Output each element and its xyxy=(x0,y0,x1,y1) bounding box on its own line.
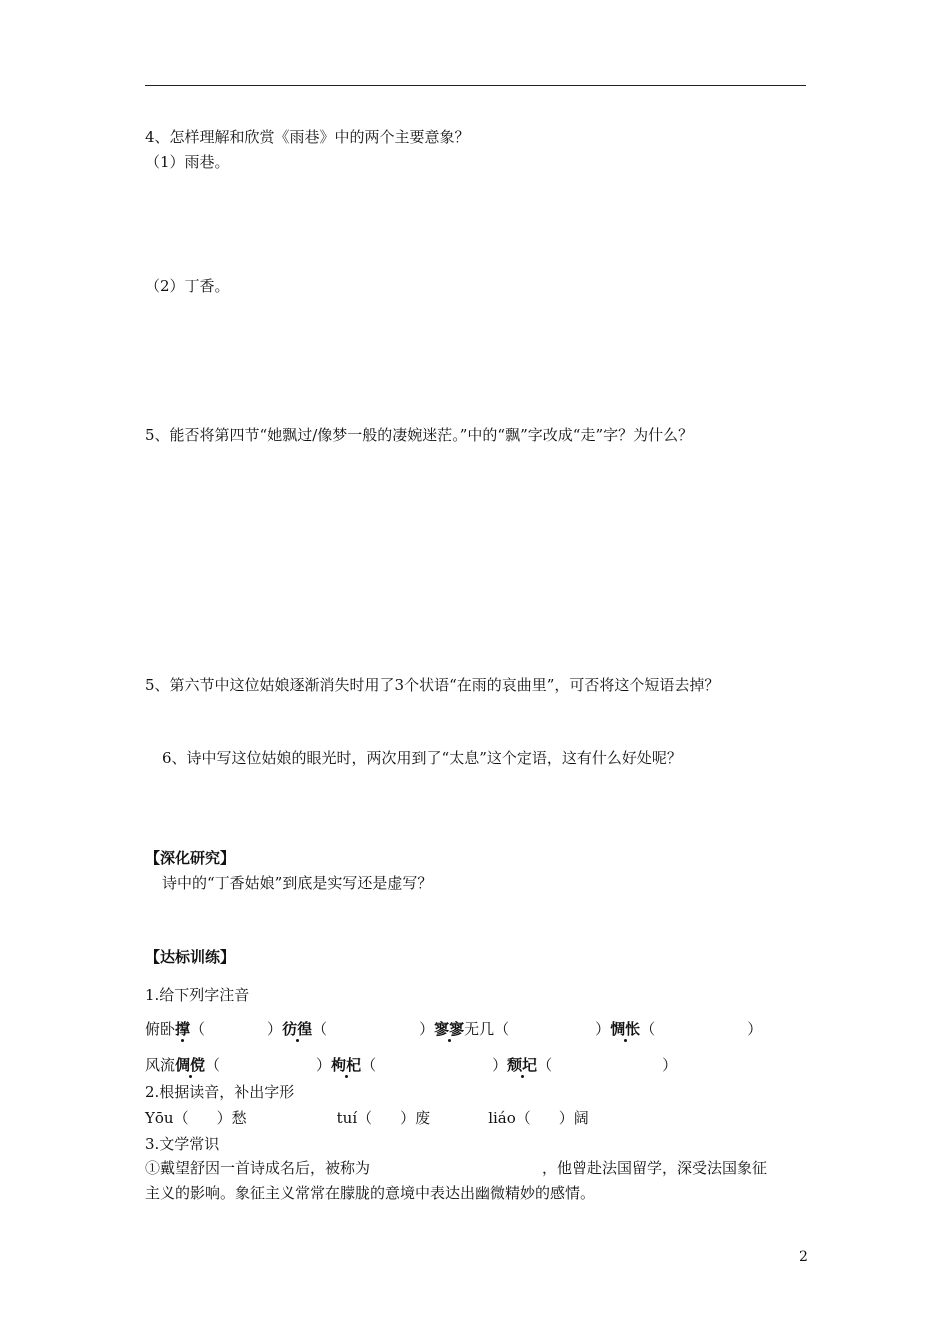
char-cheng: 撑 xyxy=(175,1020,191,1038)
pinyin-row-2: 风流倜傥（ ）枸杞（ ）颓圮（ ） xyxy=(145,1056,678,1074)
char-tuipi: 颓圮 xyxy=(507,1056,538,1074)
char-titang: 倜傥 xyxy=(175,1056,206,1074)
q4-question: 4、怎样理解和欣赏《雨巷》中的两个主要意象？ xyxy=(145,128,470,146)
t2-row: Yōu（ ）愁 tuí（ ）废 liáo（ ）阔 xyxy=(145,1109,589,1127)
training-heading: 【达标训练】 xyxy=(145,948,236,966)
deep-q-part1: 诗 xyxy=(162,874,178,892)
q5b: 5、第六节中这位姑娘逐渐消失时用了3个状语“在雨的哀曲里”，可否将这个短语去掉？ xyxy=(145,676,720,694)
char-liaoliao: 寥寥 xyxy=(434,1020,465,1038)
t3-title: 3.文学常识 xyxy=(145,1135,220,1153)
deep-heading: 【深化研究】 xyxy=(145,849,236,867)
deep-question xyxy=(162,876,432,891)
char-panghuang: 彷徨 xyxy=(282,1020,313,1038)
q5a: 5、能否将第四节“她飘过/像梦一般的凄婉迷茫。”中的“飘”字改成“走”字？为什么？ xyxy=(145,426,694,444)
header-rule xyxy=(145,85,806,86)
t2-title: 2.根据读音，补出字形 xyxy=(145,1083,295,1101)
char-gouqi: 枸杞 xyxy=(331,1056,362,1074)
pinyin-row-1: 俯卧撑（ ）彷徨（ ）寥寥无几（ ）惆怅（ ） xyxy=(145,1020,763,1038)
q6: 6、诗中写这位姑娘的眼光时，两次用到了“太息”这个定语，这有什么好处呢？ xyxy=(162,749,682,767)
deep-q-part2: 中的“丁香姑娘”到底是实写还是虚写？ xyxy=(177,874,433,892)
q4-sub1: （1）雨巷。 xyxy=(145,153,230,171)
q4-sub2: （2）丁香。 xyxy=(145,277,230,295)
t3-line-1: ①戴望舒因一首诗成名后，被称为 ，他曾赴法国留学，深受法国象征 xyxy=(145,1159,768,1177)
t3-line-2: 主义的影响。象征主义常常在朦胧的意境中表达出幽微精妙的感情。 xyxy=(145,1184,596,1202)
char-chouchang: 惆怅 xyxy=(610,1020,641,1038)
t1-title: 1.给下列字注音 xyxy=(145,986,250,1004)
page-number: 2 xyxy=(799,1249,808,1265)
